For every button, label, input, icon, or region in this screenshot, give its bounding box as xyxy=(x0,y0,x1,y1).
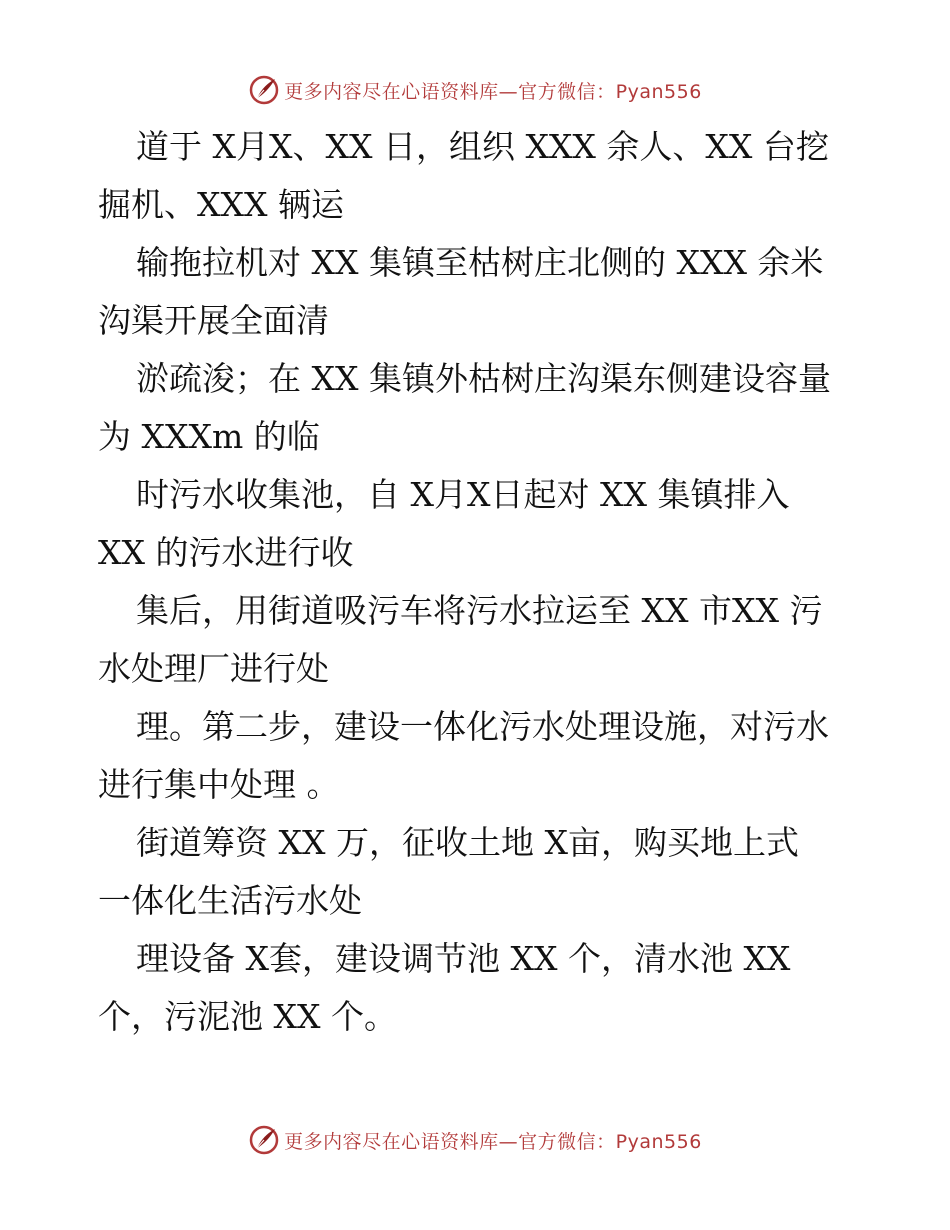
paragraph-line: 掘机、XXX 辆运 xyxy=(98,185,344,224)
paragraph-line: 理。第二步，建设一体化污水处理设施，对污水 xyxy=(136,707,829,746)
paragraph-line: 道于 X月X、XX 日，组织 XXX 余人、XX 台挖 xyxy=(136,127,829,166)
header-banner-text: 更多内容尽在心语资料库—官方微信：Pyan556 xyxy=(284,80,702,103)
footer-banner xyxy=(0,1120,950,1160)
header-banner xyxy=(0,70,950,110)
paragraph-line: 街道筹资 XX 万，征收土地 X亩，购买地上式 xyxy=(136,823,799,862)
document-body xyxy=(98,118,858,1046)
paragraph-line: 集后，用街道吸污车将污水拉运至 XX 市XX 污 xyxy=(136,591,823,630)
paragraph-line: 进行集中处理 。 xyxy=(98,765,340,804)
paragraph-line: 淤疏浚；在 XX 集镇外枯树庄沟渠东侧建设容量 xyxy=(136,359,831,398)
paragraph-line: 理设备 X套，建设调节池 XX 个，清水池 XX xyxy=(136,939,791,978)
paragraph-line: 时污水收集池，自 X月X日起对 XX 集镇排入 xyxy=(136,475,790,514)
paragraph-line: 为 XXXm 的临 xyxy=(98,417,320,456)
paragraph-line: XX 的污水进行收 xyxy=(98,533,354,572)
paragraph-line: 个，污泥池 XX 个。 xyxy=(98,997,397,1036)
feather-pen-logo-icon xyxy=(248,74,280,106)
paragraph-line: 输拖拉机对 XX 集镇至枯树庄北侧的 XXX 余米 xyxy=(136,243,824,282)
feather-pen-logo-icon xyxy=(248,1124,280,1156)
paragraph-line: 沟渠开展全面清 xyxy=(98,301,329,340)
footer-banner-text: 更多内容尽在心语资料库—官方微信：Pyan556 xyxy=(284,1130,702,1153)
paragraph-line: 水处理厂进行处 xyxy=(98,649,329,688)
paragraph-line: 一体化生活污水处 xyxy=(98,881,362,920)
